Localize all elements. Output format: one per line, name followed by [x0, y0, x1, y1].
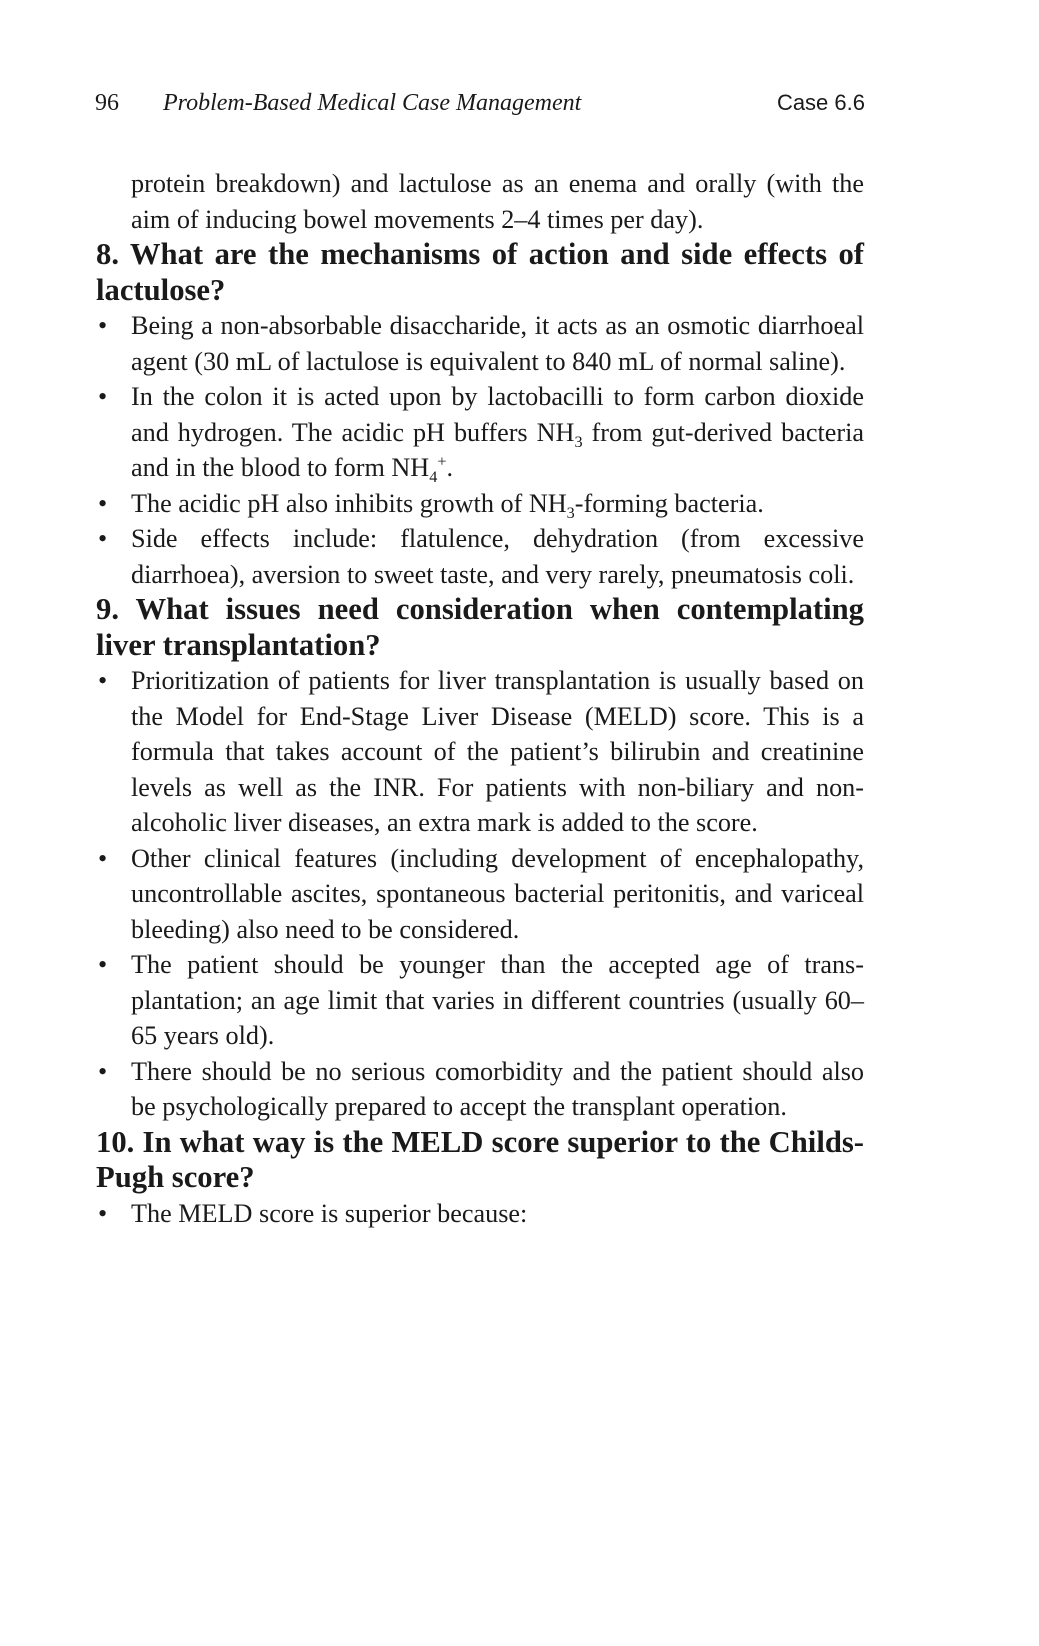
bullet-icon: • — [98, 666, 108, 695]
page-number: 96 — [95, 90, 119, 116]
question-10-answer-list — [96, 1196, 864, 1232]
list-item — [96, 663, 864, 841]
bullet-icon: • — [98, 311, 108, 340]
text-run: In the colon it is acted upon by lactobacilli to form carbon dioxide and hydrogen. The acidic pH buffers NH — [131, 382, 864, 447]
list-item — [96, 947, 864, 1054]
bullet-icon: • — [98, 382, 108, 411]
text-run: The acidic pH also inhibits growth of NH — [131, 488, 567, 518]
subscript: 3 — [566, 503, 575, 522]
running-title: Problem-Based Medical Case Management — [163, 90, 582, 116]
list-item-text: The patient should be younger than the accepted age of transplantation; an age limit that varies in different countries (usually 60–65 years old). — [131, 950, 864, 1050]
bullet-icon: • — [98, 524, 108, 553]
subscript: 3 — [574, 432, 583, 451]
list-item-text: The MELD score is superior because: — [131, 1198, 528, 1228]
list-item-text: Prioritization of patients for liver transplantation is usually based on the Model for End-Stage Liver Disease (MELD) score. This is a formula that takes account of the patient’s bilirubin and creatinine levels as well as the INR. For patients with non-biliary and non-alcoholic liver diseases, an extra mark is added to the score. — [131, 666, 864, 837]
bullet-icon: • — [98, 1056, 108, 1086]
text-run: from gut-derived bacteria and in the blood to form NH — [131, 417, 864, 482]
page-body — [96, 166, 864, 1231]
list-item-text: Other clinical features (including development of encephalopathy, uncontrollable ascites, spontaneous bacterial peritonitis, and variceal bleeding) also need to be considered. — [131, 843, 864, 944]
list-item-text — [131, 382, 864, 487]
intro-paragraph: protein breakdown) and lactulose as an enema and orally (with the aim of inducing bowel movements 2–4 times per day). — [131, 169, 864, 234]
case-label: Case 6.6 — [776, 90, 865, 115]
question-10-heading: 10. In what way is the MELD score superior to the Childs-Pugh score? — [96, 1124, 864, 1194]
question-9-heading: 9. What issues need consideration when contemplating liver transplantation? — [96, 592, 864, 662]
question-8-heading: 8. What are the mechanisms of action and side effects of lactulose? — [96, 237, 864, 307]
list-item — [96, 841, 864, 948]
list-item — [96, 521, 864, 592]
text-run: . — [446, 453, 454, 482]
list-item — [96, 379, 864, 486]
question-8-answer-list — [96, 308, 864, 592]
subscript: 4 — [429, 468, 438, 487]
bullet-icon: • — [98, 488, 108, 518]
bullet-icon: • — [98, 950, 108, 979]
question-9-answer-list — [96, 663, 864, 1125]
list-item — [96, 1196, 864, 1232]
list-item — [96, 1054, 864, 1125]
superscript: + — [437, 452, 447, 471]
list-item-text: Side effects include: flatulence, dehydration (from excessive diarrhoea), aversion to sweet taste, and very rarely, pneumatosis coli. — [131, 524, 864, 589]
text-run: -forming bacteria. — [574, 488, 764, 518]
list-item-text: There should be no serious comorbidity and the patient should also be psychologically prepared to accept the transplant operation. — [131, 1056, 864, 1121]
list-item — [96, 486, 864, 522]
bullet-icon: • — [98, 843, 108, 873]
list-item-text: Being a non-absorbable disaccharide, it acts as an osmotic diarrhoeal agent (30 mL of lactulose is equivalent to 840 mL of normal saline). — [131, 311, 864, 376]
list-item-text — [131, 488, 764, 522]
bullet-icon: • — [98, 1198, 108, 1228]
list-item — [96, 308, 864, 379]
page-header — [95, 90, 865, 124]
